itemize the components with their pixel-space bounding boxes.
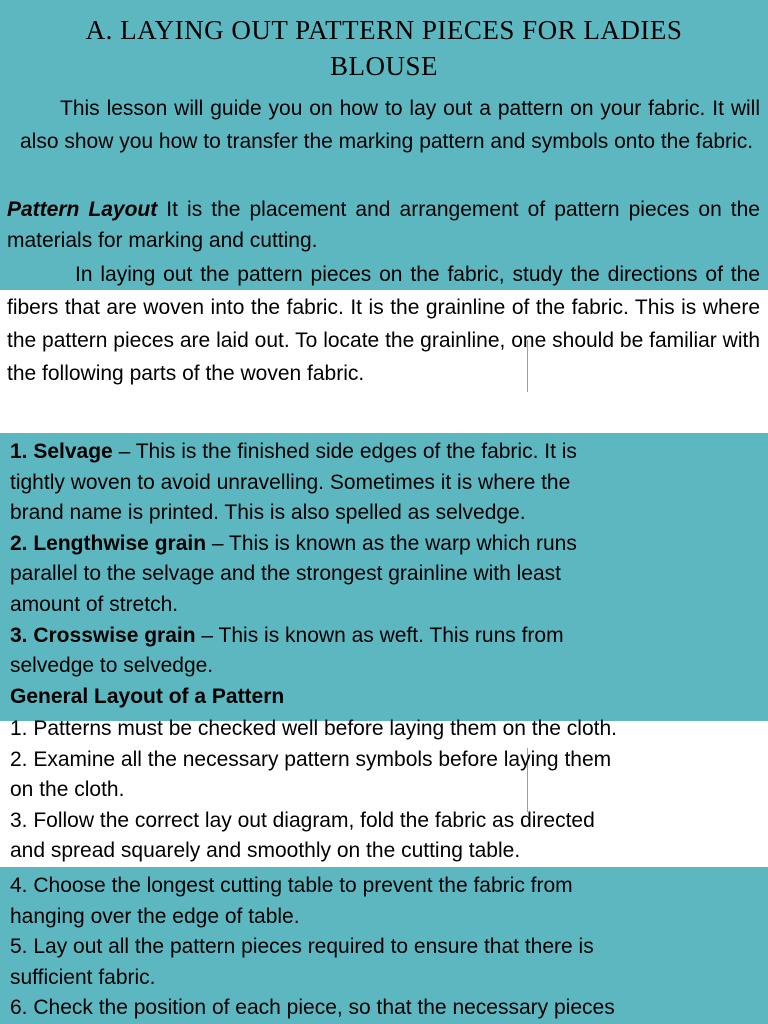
selvage-text-line: – This is the finished side edges of the fabric. It is: [112, 440, 577, 463]
lengthwise-text-line: amount of stretch.: [10, 592, 179, 616]
page-title: [0, 12, 768, 84]
general-layout-list-part-2: [10, 871, 760, 1024]
layout-item-5: 5. Lay out all the pattern pieces required to ensure that there is: [10, 935, 594, 959]
grain-paragraph: In laying out the pattern pieces on the fabric, study the directions of the fibers that are woven into the fabric. It is the grainline of the fabric. This is where the pattern pieces are laid out. To locate the grainline, one should be familiar with the following parts of the woven fabric.: [7, 263, 760, 385]
crosswise-text-line: – This is known as weft. This runs from: [195, 623, 564, 647]
lengthwise-text-line: – This is known as the warp which runs: [206, 531, 577, 555]
crosswise-text-line: selvedge to selvedge.: [10, 654, 214, 678]
list-item-selvage: [10, 437, 750, 529]
layout-item-1: 1. Patterns must be checked well before laying them on the cloth.: [10, 717, 618, 740]
pattern-layout-definition: [7, 194, 760, 256]
pattern-layout-text: It is the placement and arrangement of pattern pieces on the materials for marking and cutting.: [7, 198, 760, 252]
lengthwise-text-line: parallel to the selvage and the strongest grainline with least: [10, 562, 562, 586]
layout-item-6: 6. Check the position of each piece, so that the necessary pieces: [10, 996, 615, 1020]
pattern-layout-term: Pattern Layout: [7, 198, 158, 221]
intro-paragraph: This lesson will guide you on how to lay out a pattern on your fabric. It will also show you how to transfer the marking pattern and symbols onto the fabric.: [20, 97, 760, 153]
layout-item-2-cont: on the cloth.: [10, 778, 125, 802]
general-layout-list-part-1: [10, 714, 760, 867]
general-layout-heading-text: General Layout of a Pattern: [10, 684, 285, 708]
list-item-lengthwise-grain: [10, 529, 750, 621]
crosswise-grain-term: 3. Crosswise grain: [10, 623, 196, 647]
list-item-crosswise-grain: [10, 621, 750, 682]
layout-item-3: 3. Follow the correct lay out diagram, fold the fabric as directed: [10, 808, 595, 832]
general-layout-heading: [10, 682, 750, 713]
selvage-text-line: tightly woven to avoid unravelling. Sometimes it is where the: [10, 470, 571, 494]
layout-item-3-cont: and spread squarely and smoothly on the cutting table.: [10, 839, 521, 863]
layout-item-2: 2. Examine all the necessary pattern symbols before laying them: [10, 747, 612, 771]
lengthwise-grain-term: 2. Lengthwise grain: [10, 531, 207, 555]
selvage-text-line: brand name is printed. This is also spelled as selvedge.: [10, 501, 526, 525]
layout-item-4: 4. Choose the longest cutting table to prevent the fabric from: [10, 874, 573, 897]
layout-item-5-cont: sufficient fabric.: [10, 965, 156, 989]
selvage-term: 1. Selvage: [10, 440, 113, 463]
title-line-1: A. LAYING OUT PATTERN PIECES FOR LADIES: [85, 15, 683, 45]
layout-item-4-cont: hanging over the edge of table.: [10, 904, 300, 928]
title-line-2: BLOUSE: [329, 51, 438, 81]
fabric-parts-list: [10, 437, 750, 712]
